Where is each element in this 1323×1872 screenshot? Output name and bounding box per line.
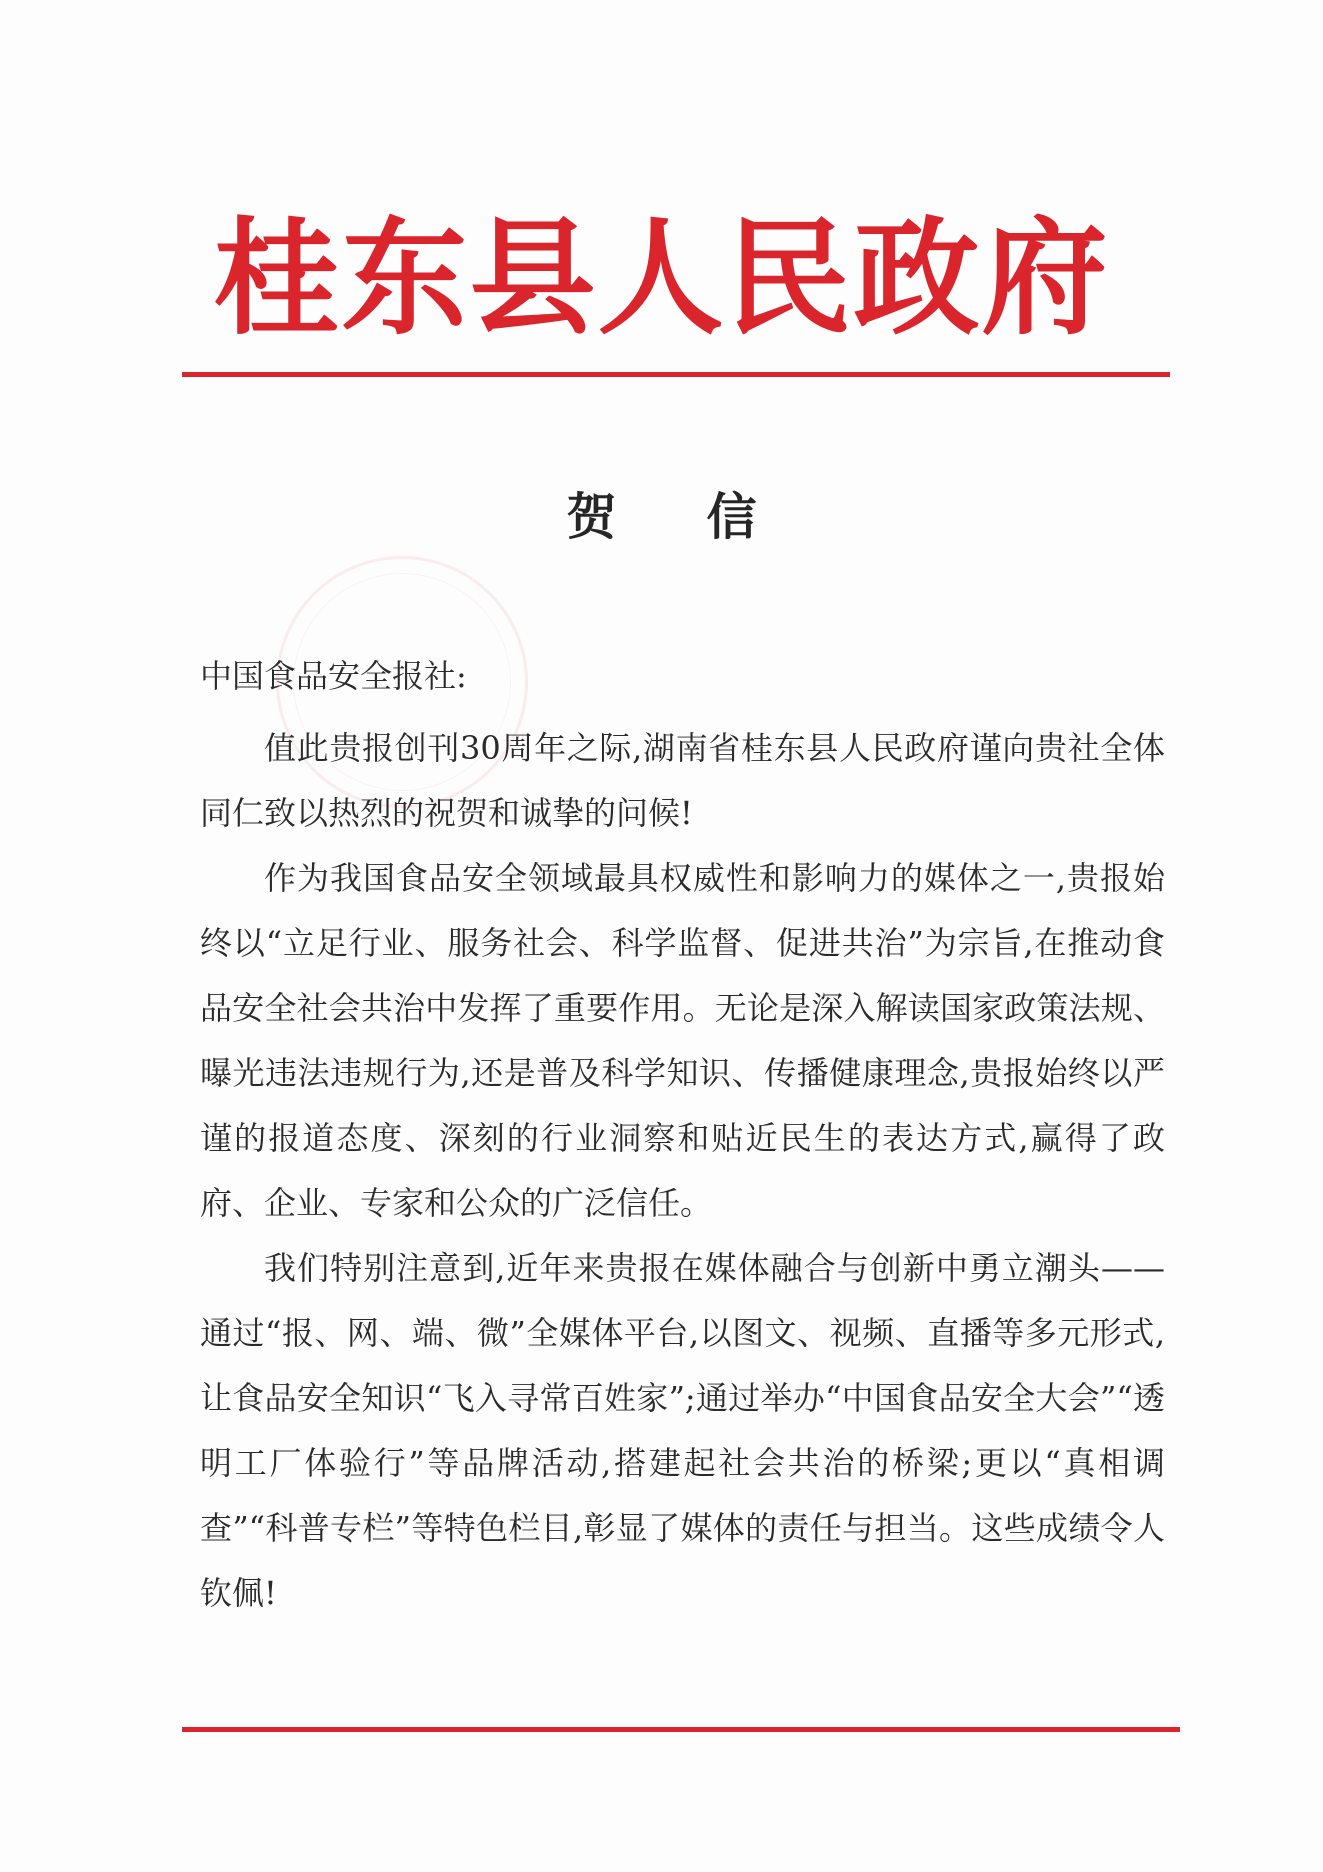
- body-paragraph: 作为我国食品安全领域最具权威性和影响力的媒体之一,贵报始终以“立足行业、服务社会、科学监督、促进共治”为宗旨,在推动食品安全社会共治中发挥了重要作用。无论是深入解读国家政策法规、曝光违法违规行为,还是普及科学知识、传播健康理念,贵报始终以严谨的报道态度、深刻的行业洞察和贴近民生的表达方式,赢得了政府、企业、专家和公众的广泛信任。: [200, 859, 1165, 1222]
- letterhead-title: 桂东县人民政府: [213, 204, 1110, 352]
- salutation: 中国食品安全报社:: [200, 657, 467, 695]
- footer-red-rule: [182, 1727, 1180, 1732]
- letter-body: [200, 716, 1165, 1626]
- document-title: 贺信: [566, 487, 847, 546]
- body-paragraph: 我们特别注意到,近年来贵报在媒体融合与创新中勇立潮头——通过“报、网、端、微”全媒体平台,以图文、视频、直播等多元形式,让食品安全知识“飞入寻常百姓家”;通过举办“中国食品安全大会”“透明工厂体验行”等品牌活动,搭建起社会共治的桥梁;更以“真相调查”“科普专栏”等特色栏目,彰显了媒体的责任与担当。这些成绩令人钦佩!: [200, 1249, 1165, 1612]
- body-paragraph: 值此贵报创刊30周年之际,湖南省桂东县人民政府谨向贵社全体同仁致以热烈的祝贺和诚挚的问候!: [200, 729, 1165, 832]
- letterhead-red-rule: [182, 372, 1170, 377]
